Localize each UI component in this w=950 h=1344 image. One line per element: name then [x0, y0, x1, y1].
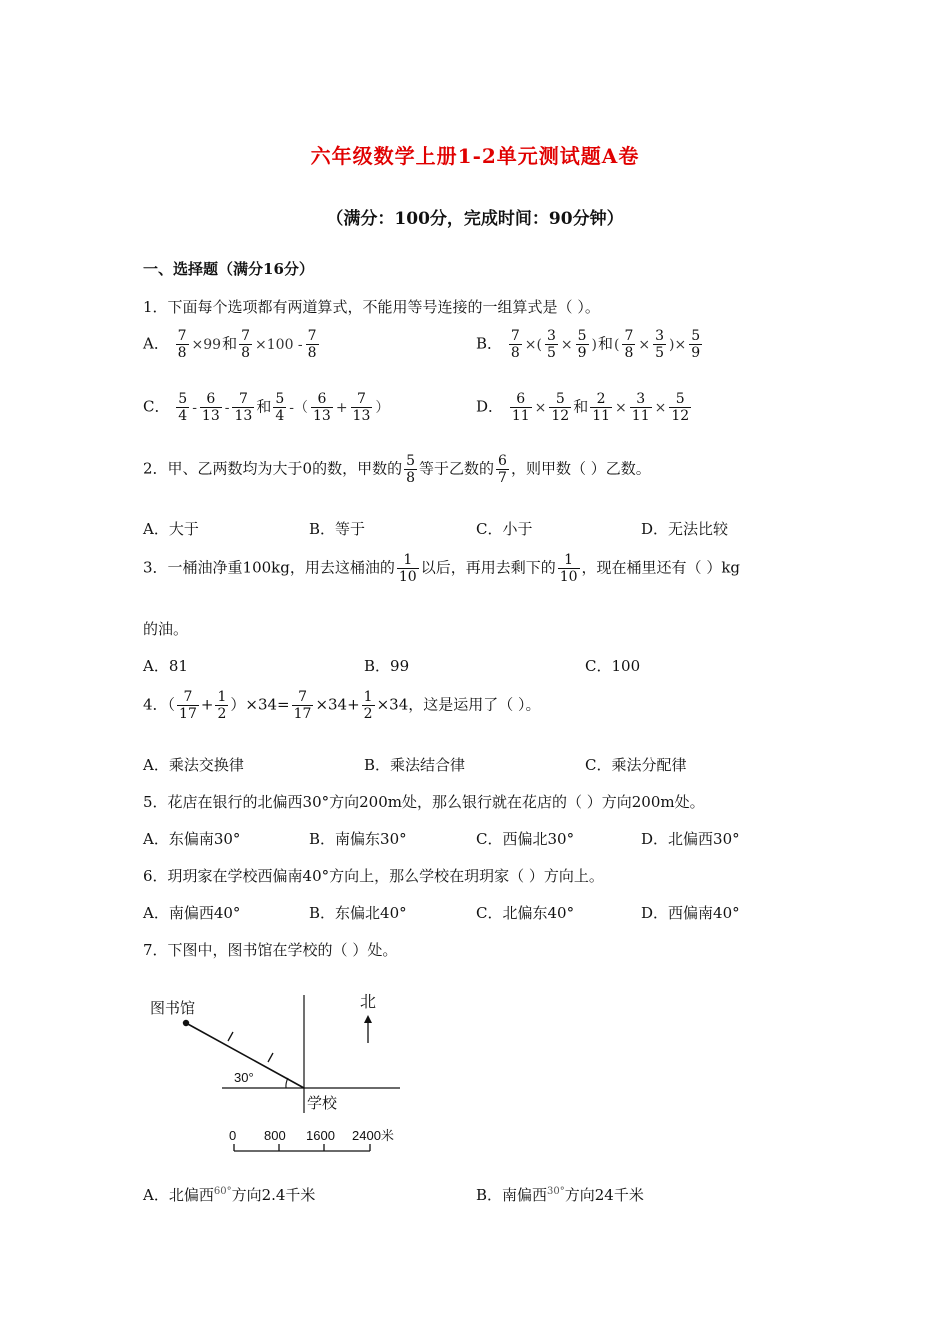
fraction: $\frac{5}{8}$ [406, 453, 416, 487]
q5-option-d[interactable]: D．北偏西30° [641, 830, 740, 848]
fraction: $\frac{2}{11}$ [592, 391, 611, 425]
q3-stem-continued: 的油。 [143, 620, 189, 638]
q1-option-c[interactable]: C． $\frac{5}{4}$ - $\frac{6}{13}$ - $\frac{7}{13}$ 和 $\frac{5}{4}$ -（ $\frac{6}{13}$ + $\frac{7}{13}$ ） [143, 391, 390, 425]
fraction: $\frac{5}{9}$ [577, 328, 587, 362]
q5-option-b[interactable]: B．南偏东30° [309, 830, 407, 848]
scale-label: 2400米 [352, 1128, 394, 1143]
fraction: $\frac{5}{9}$ [691, 328, 701, 362]
q2-option-a[interactable]: A．大于 [143, 520, 199, 538]
q3-option-a[interactable]: A．81 [143, 657, 188, 675]
scale-label: 1600 [306, 1128, 335, 1143]
q1-stem: 1．下面每个选项都有两道算式，不能用等号连接的一组算式是（ ）。 [143, 298, 600, 316]
fraction: $\frac{3}{5}$ [546, 328, 556, 362]
fraction: $\frac{1}{10}$ [398, 552, 417, 586]
fraction: $\frac{6}{13}$ [312, 391, 331, 425]
fraction: $\frac{7}{8}$ [510, 328, 520, 362]
option-label: D． [476, 397, 504, 416]
fraction: $\frac{1}{10}$ [559, 552, 578, 586]
q6-option-a[interactable]: A．南偏西40° [143, 904, 241, 922]
q2-option-b[interactable]: B．等于 [309, 520, 366, 538]
fraction: $\frac{6}{13}$ [201, 391, 220, 425]
q2-option-c[interactable]: C．小于 [476, 520, 533, 538]
fraction: $\frac{5}{4}$ [275, 391, 285, 425]
q2-option-d[interactable]: D．无法比较 [641, 520, 729, 538]
fraction: $\frac{7}{13}$ [352, 391, 371, 425]
q2-stem: 2．甲、乙两数均为大于0的数，甲数的 $\frac{5}{8}$ 等于乙数的 $\frac{6}{7}$ ，则甲数（ ）乙数。 [143, 453, 651, 487]
q5-option-a[interactable]: A．东偏南30° [143, 830, 241, 848]
q7-stem: 7．下图中，图书馆在学校的（ ）处。 [143, 941, 398, 959]
q3-option-c[interactable]: C．100 [585, 657, 641, 675]
q3-option-b[interactable]: B．99 [364, 657, 410, 675]
fraction: $\frac{6}{7}$ [498, 453, 507, 487]
q6-option-b[interactable]: B．东偏北40° [309, 904, 407, 922]
q4-stem: 4．（ $\frac{7}{17}$ + $\frac{1}{2}$ ）×34= $\frac{7}{17}$ ×34+ $\frac{1}{2}$ ×34，这是运用了（ ）。 [143, 689, 541, 723]
q3-stem: 3．一桶油净重100kg，用去这桶油的 $\frac{1}{10}$ 以后，再用去剩下的 $\frac{1}{10}$ ，现在桶里还有（ ）kg [143, 552, 741, 586]
q7-option-a[interactable]: A．北偏西$^{60^\circ}$方向2.4千米 [143, 1186, 316, 1204]
north-arrowhead-icon [364, 1015, 372, 1023]
q1-option-a[interactable]: A． $\frac{7}{8}$ ×99和 $\frac{7}{8}$ ×100 - $\frac{7}{8}$ [143, 328, 317, 362]
option-label: C． [143, 397, 170, 416]
fraction: $\frac{3}{5}$ [655, 328, 665, 362]
q1-option-d[interactable]: D． $\frac{6}{11}$ × $\frac{5}{12}$ 和 $\frac{2}{11}$ × $\frac{3}{11}$ × $\frac{5}{12}$ [476, 391, 690, 425]
fraction: $\frac{1}{2}$ [363, 689, 373, 723]
direction-diagram [140, 985, 420, 1160]
q7-option-b[interactable]: B．南偏西$^{30^\circ}$方向24千米 [476, 1186, 644, 1204]
q5-option-c[interactable]: C．西偏北30° [476, 830, 575, 848]
fraction: $\frac{7}{8}$ [307, 328, 317, 362]
option-label: B． [476, 334, 503, 353]
fraction: $\frac{6}{11}$ [511, 391, 530, 425]
section-heading: 一、选择题（满分16分） [143, 260, 314, 278]
fraction: $\frac{5}{12}$ [671, 391, 690, 425]
fraction: $\frac{7}{17}$ [293, 689, 312, 723]
q6-option-d[interactable]: D．西偏南40° [641, 904, 740, 922]
q4-option-c[interactable]: C．乘法分配律 [585, 756, 687, 774]
school-label: 学校 [307, 1095, 338, 1112]
q4-option-b[interactable]: B．乘法结合律 [364, 756, 466, 774]
distance-tick [268, 1053, 273, 1062]
distance-tick [228, 1032, 233, 1041]
fraction: $\frac{7}{17}$ [179, 689, 197, 723]
fraction: $\frac{5}{4}$ [178, 391, 188, 425]
library-label: 图书馆 [150, 1000, 196, 1017]
fraction: $\frac{7}{8}$ [624, 328, 634, 362]
q6-option-c[interactable]: C．北偏东40° [476, 904, 575, 922]
fraction: $\frac{7}{8}$ [241, 328, 251, 362]
fraction: $\frac{3}{11}$ [631, 391, 650, 425]
fraction: $\frac{7}{13}$ [234, 391, 253, 425]
page-title: 六年级数学上册1-2单元测试题A卷 [310, 144, 640, 168]
fraction: $\frac{7}{8}$ [177, 328, 187, 362]
fraction: $\frac{1}{2}$ [217, 689, 227, 723]
scale-label: 0 [229, 1128, 237, 1143]
fraction: $\frac{5}{12}$ [551, 391, 570, 425]
angle-arc [286, 1078, 288, 1088]
option-label: A． [143, 334, 169, 353]
north-label: 北 [360, 994, 377, 1011]
scale-label: 800 [264, 1128, 286, 1143]
q4-option-a[interactable]: A．乘法交换律 [143, 756, 244, 774]
angle-label: 30° [234, 1070, 254, 1085]
page-subtitle: （满分：100分，完成时间：90分钟） [326, 209, 624, 229]
q6-stem: 6．玥玥家在学校西偏南40°方向上，那么学校在玥玥家（ ）方向上。 [143, 867, 604, 885]
q5-stem: 5．花店在银行的北偏西30°方向200m处，那么银行就在花店的（ ）方向200m处。 [143, 793, 705, 811]
q1-option-b[interactable]: B． $\frac{7}{8}$ ×( $\frac{3}{5}$ × $\frac{5}{9}$ )和( $\frac{7}{8}$ × $\frac{3}{5}$ )× $\frac{5}{9}$ [476, 328, 701, 362]
